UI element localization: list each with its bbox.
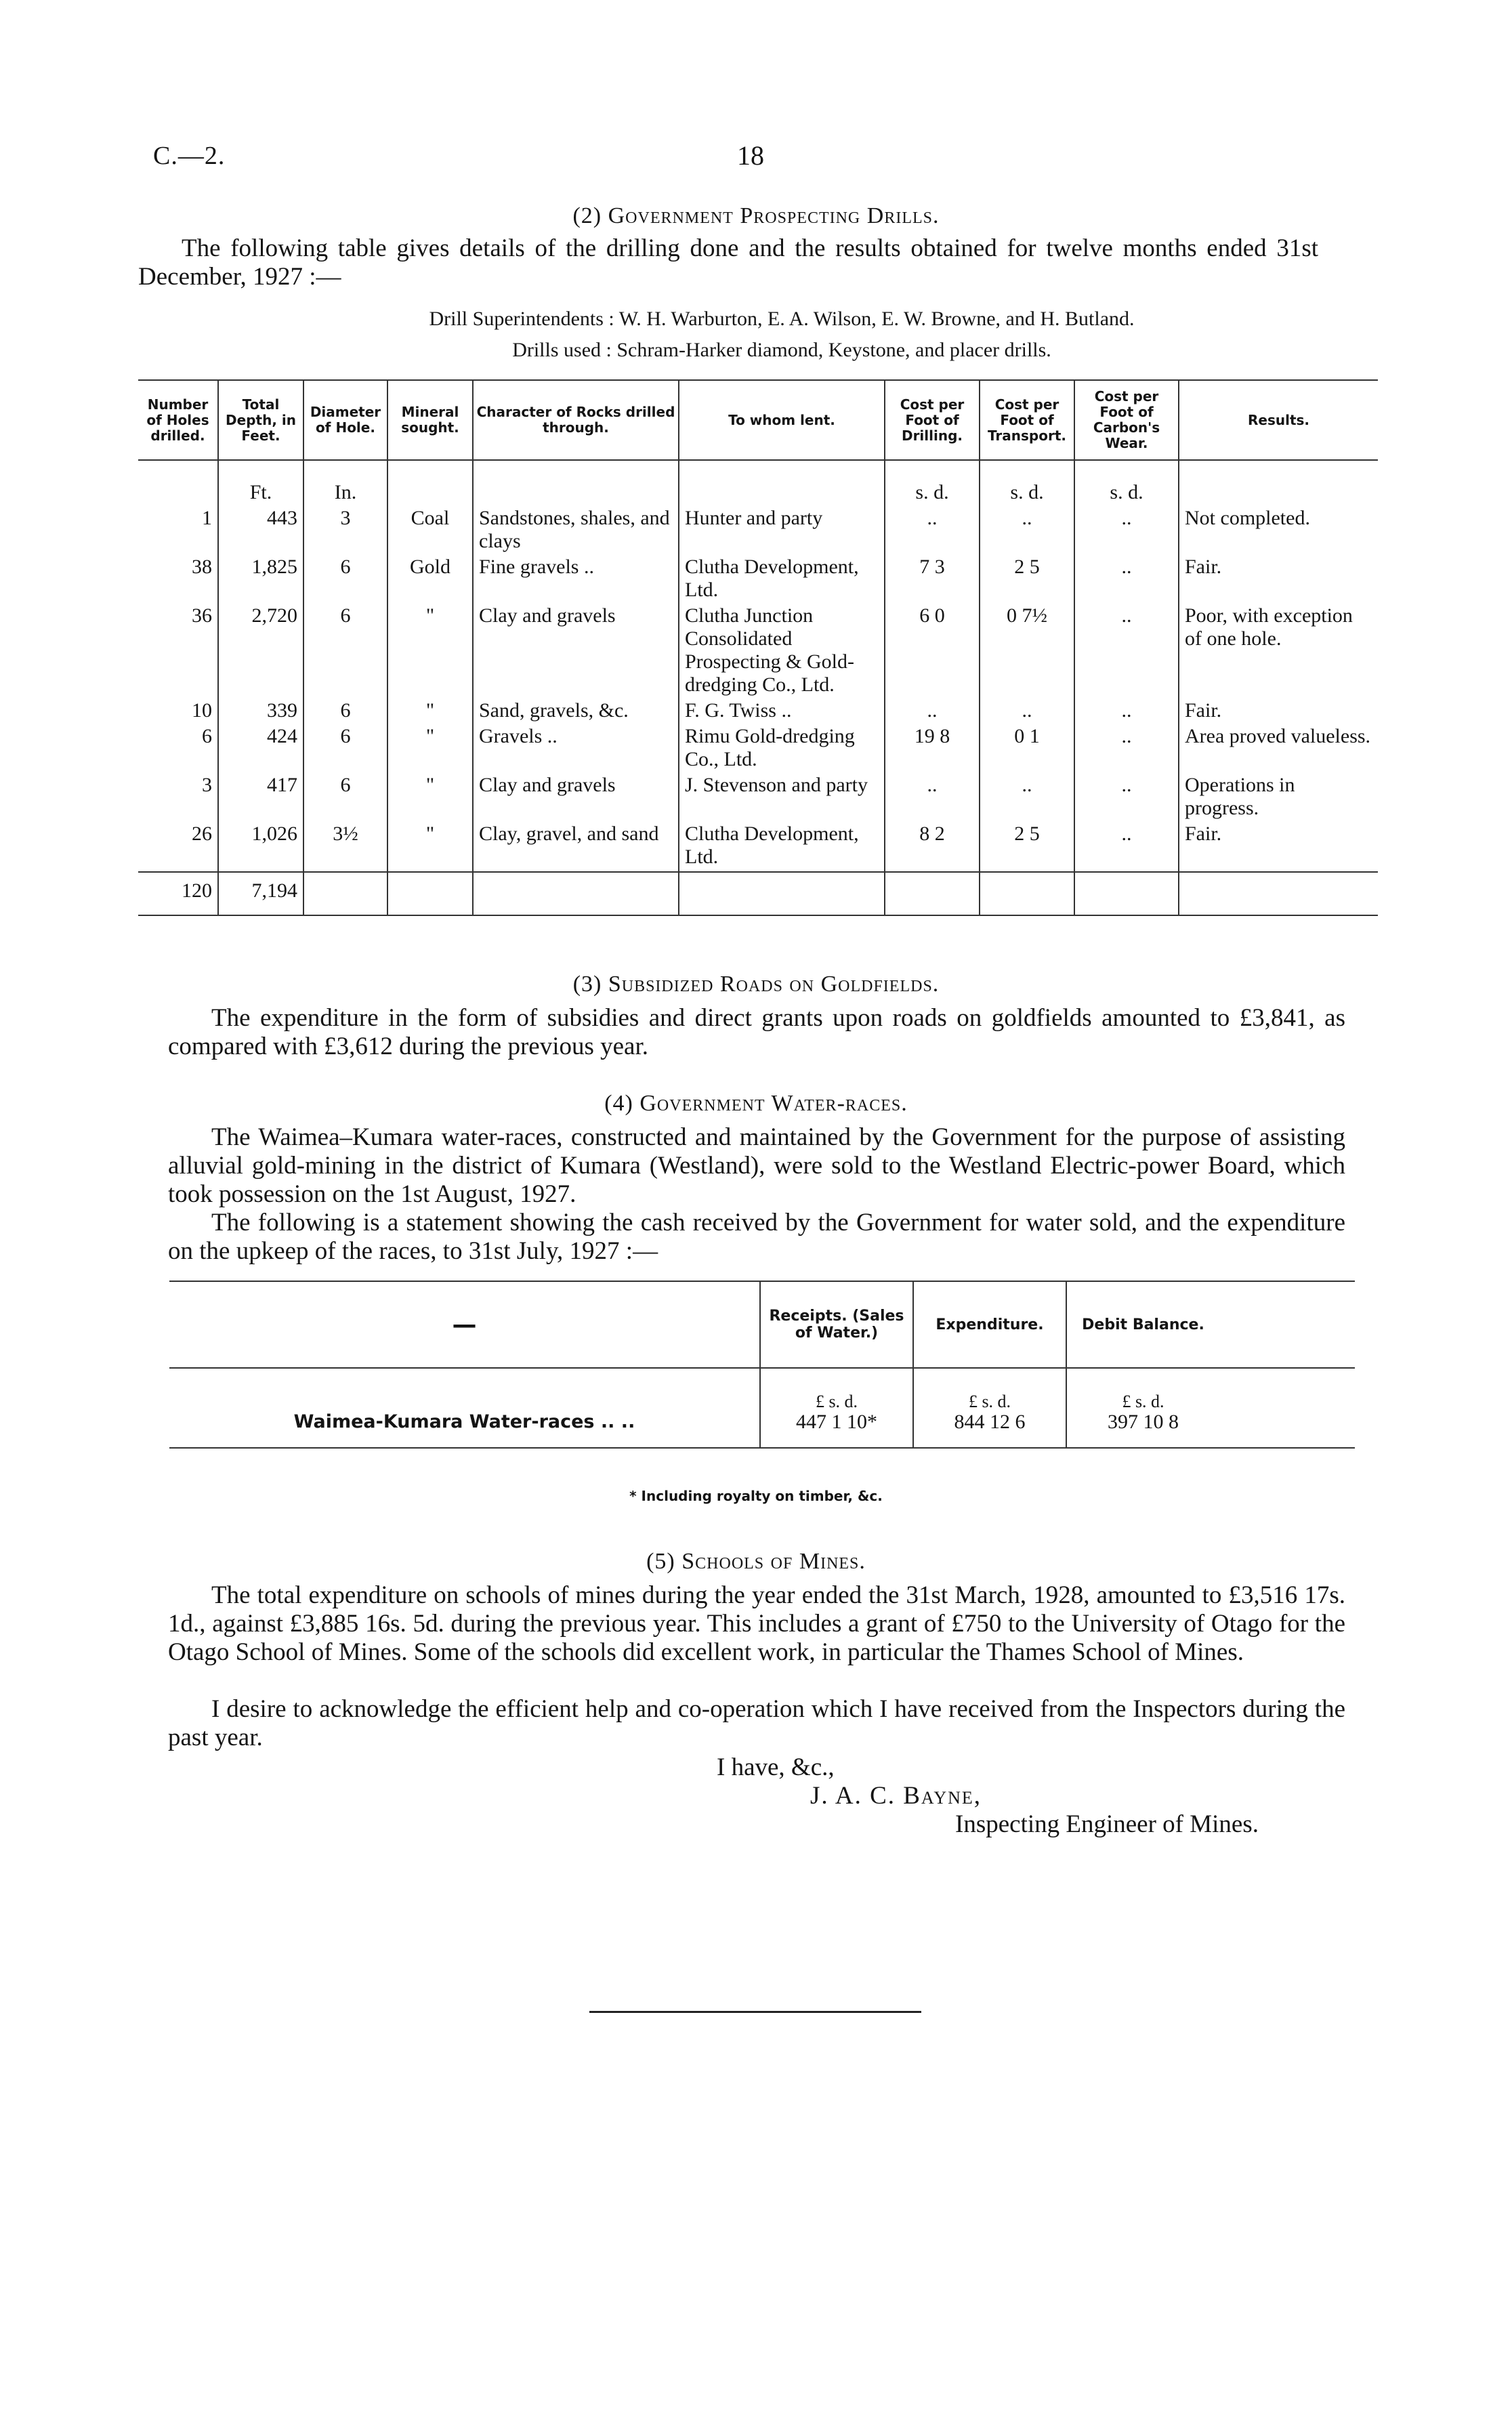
cell-mineral: " bbox=[387, 774, 473, 823]
cell-holes: 1 bbox=[138, 507, 218, 556]
water-table-header bbox=[169, 1281, 1355, 1368]
cell-holes: 36 bbox=[138, 604, 218, 699]
cell-lent: F. G. Twiss .. bbox=[679, 699, 885, 725]
cell-depth: 417 bbox=[218, 774, 303, 823]
cell-cost-transport: 0 1 bbox=[980, 725, 1074, 774]
cell-results: Fair. bbox=[1185, 699, 1222, 722]
drill-table-header bbox=[138, 380, 1378, 460]
table-row bbox=[138, 604, 1378, 699]
total-depth: 7,194 bbox=[218, 872, 303, 915]
cell-cost-transport: 0 7½ bbox=[980, 604, 1074, 699]
cell-results: Fair. bbox=[1185, 556, 1222, 578]
section4-para2: The following is a statement showing the cash received by the Government for water sold, and the expenditure on the upkeep of the races, to 31st July, 1927 :— bbox=[168, 1209, 1345, 1265]
cell-holes: 6 bbox=[138, 725, 218, 774]
cell-rocks: Clay and gravels bbox=[473, 604, 679, 699]
expenditure-value: 844 12 6 bbox=[954, 1411, 1026, 1433]
unit-cell bbox=[679, 460, 885, 507]
cell-rocks: Gravels .. bbox=[473, 725, 679, 774]
cell-lent: Rimu Gold-dredging Co., Ltd. bbox=[679, 725, 885, 774]
cell-cost-drilling: 7 3 bbox=[885, 556, 980, 604]
cell-cost-transport: .. bbox=[980, 774, 1074, 823]
section5-para1: The total expenditure on schools of mines during the year ended the 31st March, 1928, amounted to £3,516 17s. 1d., against £3,885 16s. 5d. during the previous year. This includes a grant of £750 to the University of Otago for the Otago School of Mines. Some of the schools did excellent work, in particular the Thames School of Mines. bbox=[168, 1581, 1345, 1666]
cell-rocks: Clay and gravels bbox=[473, 774, 679, 823]
debit-balance-value: 397 10 8 bbox=[1108, 1411, 1179, 1433]
cell-results: Operations in progress. bbox=[1185, 774, 1295, 819]
page-code: C.—2. bbox=[153, 142, 226, 170]
cell-results: Poor, with exception of one hole. bbox=[1185, 604, 1353, 650]
empty-cell bbox=[473, 872, 679, 915]
cell-cost-carbon: .. bbox=[1074, 699, 1179, 725]
header-cost-drilling: Cost per Foot of Drilling. bbox=[885, 380, 980, 460]
cell-holes: 10 bbox=[138, 699, 218, 725]
section2-intro: The following table gives details of the drilling done and the results obtained for twelve months ended 31st December, 1927 :— bbox=[138, 234, 1318, 291]
section4-para1: The Waimea–Kumara water-races, constructed and maintained by the Government for the purpose of assisting alluvial gold-mining in the district of Kumara (Westland), were sold to the Westland Electric-power Board, which took possession on the 1st August, 1927. bbox=[168, 1123, 1345, 1208]
cell-cost-transport: 2 5 bbox=[980, 556, 1074, 604]
unit-cell: s. d. bbox=[980, 460, 1074, 507]
unit-cell bbox=[1179, 460, 1378, 507]
unit-cell: s. d. bbox=[885, 460, 980, 507]
unit-cell: In. bbox=[303, 460, 387, 507]
cell-diameter: 6 bbox=[303, 604, 387, 699]
signature-name: J. A. C. Bayne, bbox=[810, 1782, 982, 1810]
cell-diameter: 3 bbox=[303, 507, 387, 556]
section3-heading: (3) Subsidized Roads on Goldfields. bbox=[572, 972, 940, 997]
empty-cell bbox=[1074, 872, 1179, 915]
water-table-footnote: * Including royalty on timber, &c. bbox=[629, 1488, 883, 1504]
header-receipts: Receipts. (Sales of Water.) bbox=[760, 1281, 913, 1368]
empty-cell bbox=[1219, 1368, 1355, 1448]
cell-mineral: " bbox=[387, 725, 473, 774]
cell-cost-carbon: .. bbox=[1074, 774, 1179, 823]
header-cost-transport: Cost per Foot of Transport. bbox=[980, 380, 1074, 460]
unit-label: £ s. d. bbox=[1122, 1392, 1164, 1411]
cell-rocks: Sand, gravels, &c. bbox=[473, 699, 679, 725]
cell-cost-drilling: .. bbox=[885, 699, 980, 725]
cell-cost-transport: .. bbox=[980, 507, 1074, 556]
signature-closing: I have, &c., bbox=[717, 1753, 835, 1781]
unit-cell bbox=[473, 460, 679, 507]
header-mineral: Mineral sought. bbox=[387, 380, 473, 460]
cell-receipts bbox=[760, 1368, 913, 1448]
cell-cost-drilling: .. bbox=[885, 507, 980, 556]
cell-mineral: " bbox=[387, 699, 473, 725]
cell-mineral: Coal bbox=[387, 507, 473, 556]
cell-diameter: 6 bbox=[303, 725, 387, 774]
header-holes: Number of Holes drilled. bbox=[138, 380, 218, 460]
cell-lent: Hunter and party bbox=[679, 507, 885, 556]
cell-lent: Clutha Development, Ltd. bbox=[679, 556, 885, 604]
cell-depth: 443 bbox=[218, 507, 303, 556]
drill-table bbox=[138, 379, 1378, 916]
cell-depth: 2,720 bbox=[218, 604, 303, 699]
header-rocks: Character of Rocks drilled through. bbox=[473, 380, 679, 460]
cell-holes: 38 bbox=[138, 556, 218, 604]
cell-cost-carbon: .. bbox=[1074, 604, 1179, 699]
header-dash: — bbox=[452, 1310, 477, 1339]
empty-cell bbox=[980, 872, 1074, 915]
water-races-table bbox=[169, 1281, 1355, 1449]
units-row bbox=[138, 460, 1378, 507]
section5-heading: (5) Schools of Mines. bbox=[646, 1549, 866, 1574]
closing-rule bbox=[589, 2011, 921, 2013]
section4-heading: (4) Government Water-races. bbox=[604, 1091, 908, 1116]
cell-mineral: Gold bbox=[387, 556, 473, 604]
cell-cost-transport: 2 5 bbox=[980, 823, 1074, 872]
cell-cost-carbon: .. bbox=[1074, 725, 1179, 774]
cell-cost-transport: .. bbox=[980, 699, 1074, 725]
header-results: Results. bbox=[1179, 380, 1378, 460]
header-depth: Total Depth, in Feet. bbox=[218, 380, 303, 460]
section2-heading: (2) Government Prospecting Drills. bbox=[572, 203, 940, 228]
unit-cell bbox=[387, 460, 473, 507]
empty-cell bbox=[1179, 872, 1378, 915]
empty-cell bbox=[679, 872, 885, 915]
section5-para2: I desire to acknowledge the efficient help and co-operation which I have received from the Inspectors during the past year. bbox=[168, 1695, 1345, 1751]
table-row bbox=[138, 823, 1378, 872]
header-lent: To whom lent. bbox=[679, 380, 885, 460]
cell-mineral: " bbox=[387, 823, 473, 872]
cell-cost-carbon: .. bbox=[1074, 823, 1179, 872]
cell-cost-carbon: .. bbox=[1074, 507, 1179, 556]
cell-cost-drilling: 19 8 bbox=[885, 725, 980, 774]
cell-debit-balance bbox=[1066, 1368, 1219, 1448]
unit-label: £ s. d. bbox=[968, 1392, 1011, 1411]
signature-title: Inspecting Engineer of Mines. bbox=[955, 1810, 1259, 1838]
cell-results: Fair. bbox=[1185, 823, 1222, 845]
drills-used: Drills used : Schram-Harker diamond, Keystone, and placer drills. bbox=[512, 339, 1051, 361]
unit-label: £ s. d. bbox=[815, 1392, 858, 1411]
table-row bbox=[138, 507, 1378, 556]
page-number: 18 bbox=[737, 140, 764, 171]
cell-depth: 1,026 bbox=[218, 823, 303, 872]
receipts-value: 447 1 10* bbox=[796, 1411, 877, 1433]
header-debit-balance: Debit Balance. bbox=[1066, 1281, 1219, 1368]
cell-diameter: 3½ bbox=[303, 823, 387, 872]
header-diameter: Diameter of Hole. bbox=[303, 380, 387, 460]
header-cost-carbon: Cost per Foot of Carbon's Wear. bbox=[1074, 380, 1179, 460]
cell-holes: 26 bbox=[138, 823, 218, 872]
cell-lent: Clutha Junction Consolidated Prospecting & Gold-dredging Co., Ltd. bbox=[679, 604, 885, 699]
cell-lent: Clutha Development, Ltd. bbox=[679, 823, 885, 872]
totals-row bbox=[138, 872, 1378, 915]
cell-diameter: 6 bbox=[303, 774, 387, 823]
table-row bbox=[138, 556, 1378, 604]
cell-cost-drilling: .. bbox=[885, 774, 980, 823]
cell-lent: J. Stevenson and party bbox=[679, 774, 885, 823]
table-row bbox=[138, 774, 1378, 823]
cell-rocks: Sandstones, shales, and clays bbox=[473, 507, 679, 556]
total-holes: 120 bbox=[138, 872, 218, 915]
cell-holes: 3 bbox=[138, 774, 218, 823]
cell-diameter: 6 bbox=[303, 699, 387, 725]
cell-depth: 339 bbox=[218, 699, 303, 725]
header-expenditure: Expenditure. bbox=[913, 1281, 1066, 1368]
table-row bbox=[138, 699, 1378, 725]
unit-cell bbox=[138, 460, 218, 507]
cell-rocks: Fine gravels .. bbox=[473, 556, 679, 604]
cell-rocks: Clay, gravel, and sand bbox=[473, 823, 679, 872]
cell-diameter: 6 bbox=[303, 556, 387, 604]
empty-cell bbox=[387, 872, 473, 915]
header-blank bbox=[1219, 1281, 1355, 1368]
cell-mineral: " bbox=[387, 604, 473, 699]
cell-depth: 424 bbox=[218, 725, 303, 774]
drill-superintendents: Drill Superintendents : W. H. Warburton, E. A. Wilson, E. W. Browne, and H. Butland. bbox=[429, 308, 1135, 330]
unit-cell: Ft. bbox=[218, 460, 303, 507]
section3-text: The expenditure in the form of subsidies and direct grants upon roads on goldfields amounted to £3,841, as compared with £3,612 during the previous year. bbox=[168, 1004, 1345, 1060]
table-row bbox=[169, 1368, 1355, 1448]
cell-expenditure bbox=[913, 1368, 1066, 1448]
unit-cell: s. d. bbox=[1074, 460, 1179, 507]
row-label: Waimea-Kumara Water-races .. .. bbox=[293, 1411, 635, 1432]
cell-results: Not completed. bbox=[1185, 507, 1310, 529]
cell-cost-drilling: 6 0 bbox=[885, 604, 980, 699]
cell-results: Area proved valueless. bbox=[1185, 725, 1371, 747]
empty-cell bbox=[885, 872, 980, 915]
cell-depth: 1,825 bbox=[218, 556, 303, 604]
table-row bbox=[138, 725, 1378, 774]
empty-cell bbox=[303, 872, 387, 915]
cell-cost-drilling: 8 2 bbox=[885, 823, 980, 872]
cell-cost-carbon: .. bbox=[1074, 556, 1179, 604]
